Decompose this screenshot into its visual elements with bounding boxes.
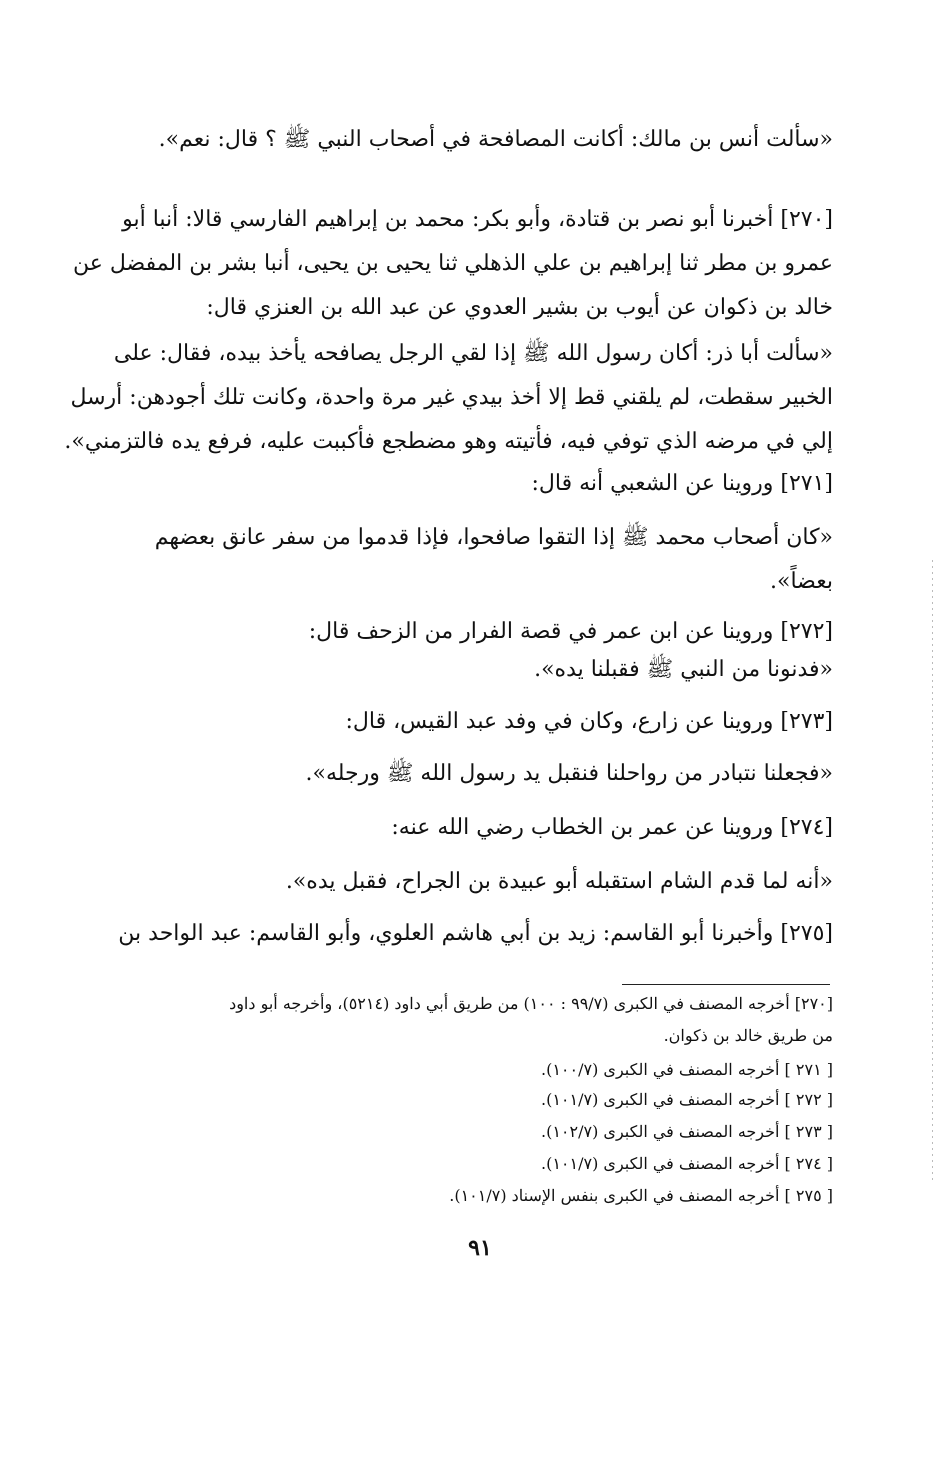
text-line: [٢٧٤] وروينا عن عمر بن الخطاب رضي الله عنه: [391, 815, 833, 840]
hadith-274-isnad [391, 806, 833, 850]
text-line: [٢٧١] وروينا عن الشعبي أنه قال: [531, 471, 833, 496]
quote-anas [159, 118, 833, 162]
hadith-271-matn [84, 516, 833, 604]
text-line: «أنه لما قدم الشام استقبله أبو عبيدة بن الجراح، فقبل يده». [285, 869, 833, 894]
hadith-273-isnad [345, 700, 833, 744]
text-line: [٢٧٠] أخبرنا أبو نصر بن قتادة، وأبو بكر: محمد بن إبراهيم الفارسي قالا: أنبا أبو [122, 207, 833, 232]
text-line: «فجعلنا نتبادر من رواحلنا فنقبل يد رسول الله ﷺ ورجله». [305, 761, 833, 786]
footnote-272: [ ٢٧٢ ] أخرجه المصنف في الكبرى (١٠١/٧). [541, 1090, 833, 1109]
scan-edge-mark [932, 560, 933, 1180]
hadith-270-matn [64, 332, 833, 464]
text-line: «كان أصحاب محمد ﷺ إذا التقوا صافحوا، فإذا قدموا من سفر عانق بعضهم [154, 525, 833, 550]
page-number: ٩١ [468, 1235, 492, 1261]
text-line: إلي في مرضه الذي توفي فيه، فأتيته وهو مضطجع فأكببت عليه، فرفع يده فالتزمني». [64, 429, 833, 454]
footnote-separator [622, 984, 830, 985]
text-line: [٢٧٣] وروينا عن زارع، وكان في وفد عبد القيس، قال: [345, 709, 833, 734]
footnote-270: [٢٧٠] أخرجه المصنف في الكبرى (٩٩/٧ : ١٠٠) من طريق أبي داود (٥٢١٤)، وأخرجه أبو داود [229, 994, 833, 1013]
hadith-272-matn [534, 648, 833, 692]
text-line: خالد بن ذكوان عن أيوب بن بشير العدوي عن عبد الله بن العنزي قال: [206, 295, 833, 320]
text-line: [٢٧٢] وروينا عن ابن عمر في قصة الفرار من الزحف قال: [308, 619, 833, 644]
text-line: «سألت أنس بن مالك: أكانت المصافحة في أصحاب النبي ﷺ ؟ قال: نعم». [158, 127, 833, 152]
text-line: الخبير سقطت، لم يلقني قط إلا أخذ بيدي غير مرة واحدة، وكانت تلك أجودهن: أرسل [70, 385, 833, 410]
text-line: عمرو بن مطر ثنا إبراهيم بن علي الذهلي ثنا يحيى بن يحيى، أنبا بشر بن المفضل عن [72, 251, 833, 276]
footnote-273: [ ٢٧٣ ] أخرجه المصنف في الكبرى (١٠٢/٧). [541, 1122, 833, 1141]
hadith-270-isnad [72, 198, 833, 330]
footnote-270-cont: من طريق خالد بن ذكوان. [663, 1026, 833, 1045]
text-line: بعضاً». [770, 569, 833, 594]
text-line: «فدنونا من النبي ﷺ فقبلنا يده». [534, 657, 833, 682]
text-line: «سألت أبا ذر: أكان رسول الله ﷺ إذا لقي الرجل يصافحه يأخذ بيده، فقال: على [113, 341, 833, 366]
hadith-271-isnad [532, 462, 833, 506]
hadith-275-isnad [84, 912, 833, 956]
footnote-274: [ ٢٧٤ ] أخرجه المصنف في الكبرى (١٠١/٧). [541, 1154, 833, 1173]
hadith-274-matn [286, 860, 833, 904]
footnote-271: [ ٢٧١ ] أخرجه المصنف في الكبرى (١٠٠/٧). [541, 1060, 833, 1079]
footnote-275: [ ٢٧٥ ] أخرجه المصنف في الكبرى بنفس الإسناد (١٠١/٧). [449, 1186, 833, 1205]
text-line: [٢٧٥] وأخبرنا أبو القاسم: زيد بن أبي هاشم العلوي، وأبو القاسم: عبد الواحد بن [118, 921, 833, 946]
hadith-273-matn [305, 752, 833, 796]
